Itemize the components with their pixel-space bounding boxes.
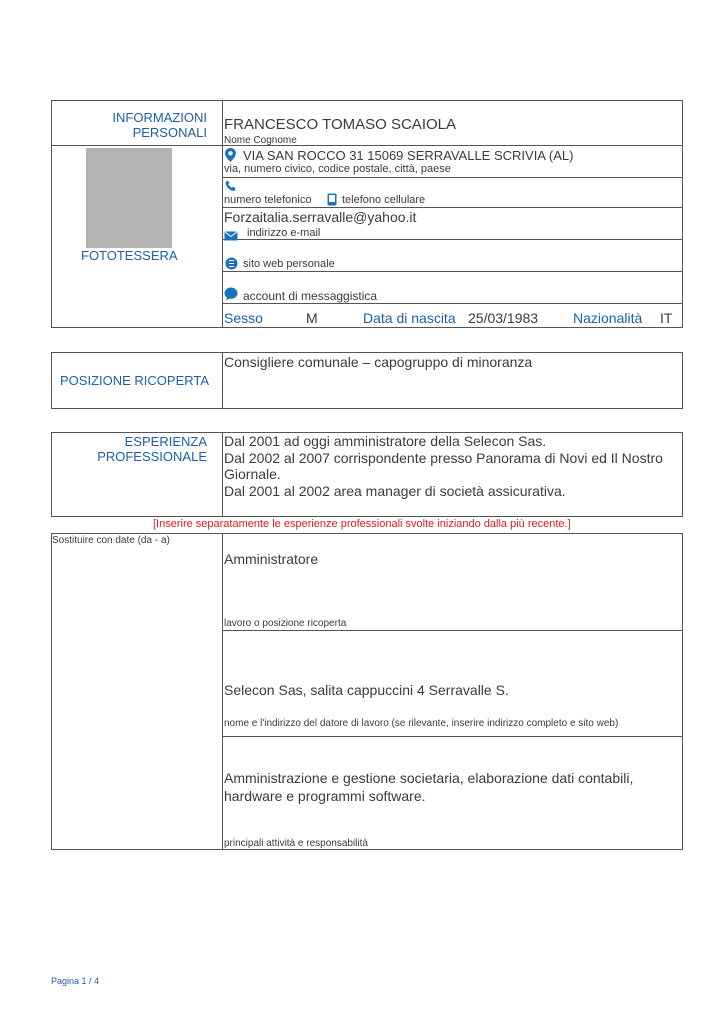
experience-instruction: [Inserire separatamente le esperienze professionali svolte iniziando dalla più recente.] bbox=[153, 518, 571, 530]
photo-label: FOTOTESSERA bbox=[81, 248, 178, 263]
page-number: Pagina 1 / 4 bbox=[51, 976, 100, 986]
website-caption: sito web personale bbox=[243, 258, 335, 270]
summary-line: Dal 2001 al 2002 area manager di società assicurativa. bbox=[224, 482, 566, 499]
birth-label: Data di nascita bbox=[363, 310, 456, 326]
role-value: Amministratore bbox=[224, 551, 319, 567]
sex-label: Sesso bbox=[224, 310, 263, 326]
email-caption: indirizzo e-mail bbox=[247, 227, 321, 239]
photo-placeholder bbox=[86, 148, 172, 248]
full-name: FRANCESCO TOMASO SCAIOLA bbox=[224, 116, 456, 133]
email-icon bbox=[224, 228, 238, 246]
position-value: Consigliere comunale – capogruppo di minoranza bbox=[224, 354, 533, 370]
website-icon bbox=[225, 257, 238, 275]
summary-line: Giornale. bbox=[224, 466, 281, 482]
address-caption: via, numero civico, codice postale, città, paese bbox=[224, 163, 451, 175]
sex-value: M bbox=[306, 310, 318, 326]
phone-caption: numero telefonico bbox=[224, 194, 312, 206]
birth-value: 25/03/1983 bbox=[468, 310, 539, 326]
experience-summary bbox=[224, 433, 663, 499]
mobile-caption: telefono cellulare bbox=[342, 194, 426, 206]
chat-icon bbox=[224, 287, 238, 306]
summary-line: Dal 2002 al 2007 corrispondente presso Panorama di Novi ed Il Nostro bbox=[224, 449, 663, 466]
experience-section-label: ESPERIENZA PROFESSIONALE bbox=[97, 434, 207, 464]
email-value[interactable]: Forzaitalia.serravalle@yahoo.it bbox=[224, 209, 417, 225]
employer-caption: nome e l'indirizzo del datore di lavoro (se rilevante, inserire indirizzo completo e sito web) bbox=[224, 718, 619, 729]
nationality-label: Nazionalità bbox=[573, 310, 643, 326]
name-caption: Nome Cognome bbox=[224, 135, 297, 146]
activities-line: hardware e programmi software. bbox=[224, 788, 426, 804]
employer-value: Selecon Sas, salita cappuccini 4 Serravalle S. bbox=[224, 682, 509, 698]
activities-value bbox=[224, 769, 633, 805]
dates-placeholder: Sostituire con date (da - a) bbox=[52, 535, 170, 546]
position-section-label: POSIZIONE RICOPERTA bbox=[60, 373, 210, 388]
activities-line: Amministrazione e gestione societaria, elaborazione dati contabili, bbox=[224, 770, 634, 786]
nationality-value: IT bbox=[660, 310, 673, 326]
summary-line: Dal 2001 ad oggi amministratore della Selecon Sas. bbox=[224, 433, 547, 449]
role-caption: lavoro o posizione ricoperta bbox=[224, 618, 347, 629]
activities-caption: principali attività e responsabilità bbox=[224, 838, 368, 849]
address: VIA SAN ROCCO 31 15069 SERRAVALLE SCRIVIA (AL) bbox=[243, 148, 574, 163]
personal-section-label: INFORMAZIONI PERSONALI bbox=[112, 110, 207, 140]
messaging-caption: account di messaggistica bbox=[243, 289, 378, 303]
